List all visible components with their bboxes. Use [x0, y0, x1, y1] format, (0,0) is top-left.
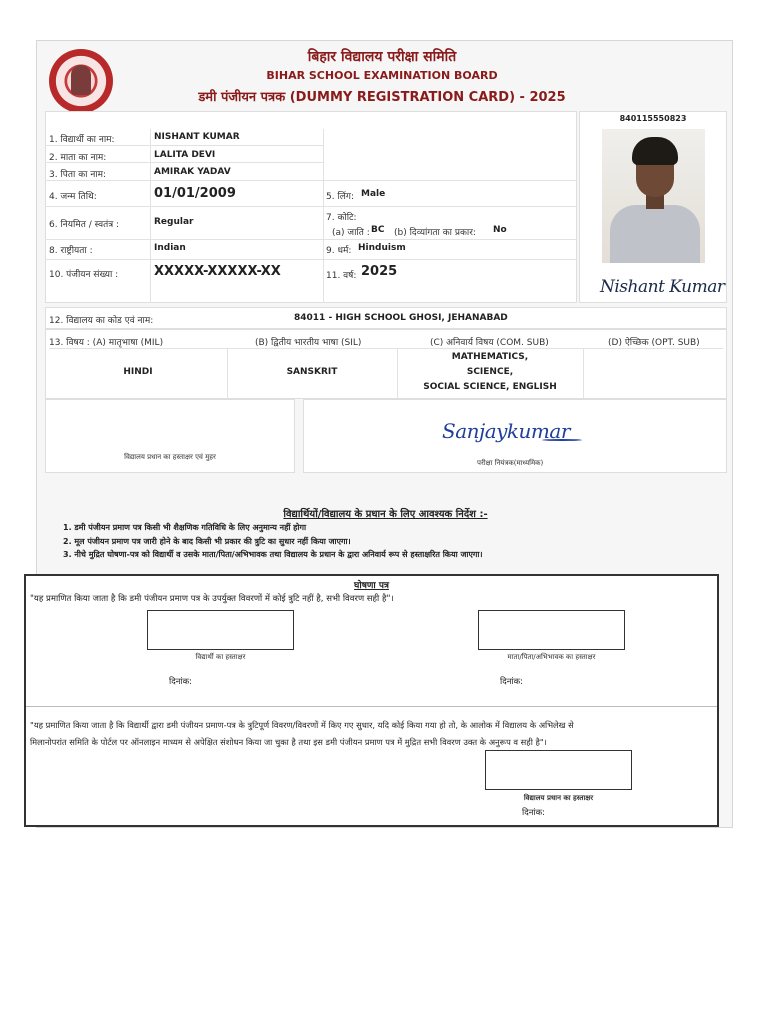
principal-declaration-sign-label: विद्यालय प्रधान का हस्ताक्षर — [523, 794, 594, 802]
student-name: NISHANT KUMAR — [154, 132, 240, 142]
registration-number: XXXXX-XXXXX-XX — [154, 264, 281, 279]
divider — [323, 129, 324, 303]
year: 2025 — [361, 264, 398, 279]
divider — [45, 259, 577, 260]
mother-name: LALITA DEVI — [154, 150, 216, 160]
divider — [45, 239, 577, 240]
subject-head-opt: (D) ऐच्छिक (OPT. SUB) — [608, 338, 700, 348]
declaration-box — [24, 574, 719, 827]
divider — [45, 162, 323, 163]
caste-label: (a) जाति : — [332, 228, 370, 238]
divider — [45, 206, 577, 207]
regular-status: Regular — [154, 217, 194, 227]
parent-sign-label: माता/पिता/अभिभावक का हस्ताक्षर — [507, 653, 596, 661]
disability-label: (b) दिव्यांगता का प्रकार: — [394, 228, 476, 238]
divider — [26, 706, 717, 707]
student-sign-box — [147, 610, 294, 650]
divider — [45, 180, 577, 181]
caste: BC — [371, 225, 385, 235]
card-title: डमी पंजीयन पत्रक (DUMMY REGISTRATION CARD) - 2025 — [198, 90, 566, 105]
divider — [49, 348, 723, 349]
subject-head-com: (C) अनिवार्य विषय (COM. SUB) — [430, 338, 549, 348]
declaration-title: घोषणा पत्र — [354, 581, 389, 591]
subject-com-2: SCIENCE, — [466, 367, 514, 377]
principal-date-label: दिनांक: — [522, 808, 546, 818]
subject-com-1: MATHEMATICS, — [451, 352, 529, 362]
declaration-text-2b: मिलानोपरांत समिति के पोर्टल पर ऑनलाइन माध्यम से अपेक्षित संशोधन किया जा चुका है तथा इस डमी पंजीयन प्रमाण पत्र में मुद्रित सभी विवरण उक्त के अनुरूप व सही है"। — [30, 737, 547, 747]
father-name: AMIRAK YADAV — [154, 167, 231, 177]
subject-mil: HINDI — [123, 367, 153, 377]
student-signature: Nishant Kumar — [600, 277, 725, 297]
father-label: 3. पिता का नाम: — [49, 170, 107, 180]
instruction-item: 1. डमी पंजीयन प्रमाण पत्र किसी भी शैक्षणिक गतिविधि के लिए अनुमान्य नहीं होगा — [63, 523, 307, 532]
subject-sil: SANSKRIT — [286, 367, 338, 377]
divider — [45, 145, 323, 146]
reg-no-label: 10. पंजीयन संख्या : — [49, 270, 119, 280]
subject-head-mil: 13. विषय : (A) मातृभाषा (MIL) — [49, 338, 164, 348]
date-of-birth: 01/01/2009 — [154, 186, 236, 201]
controller-signature: Sanjaykumar — [442, 419, 570, 443]
student-photo — [602, 129, 705, 263]
divider — [150, 129, 151, 303]
instruction-item: 2. मूल पंजीयन प्रमाण पत्र जारी होने के बाद किसी भी प्रकार की त्रुटि का सुधार नहीं किया जाएगा। — [63, 537, 351, 546]
principal-sign-label: विद्यालय प्रधान का हस्ताक्षर एवं मुहर — [124, 453, 216, 461]
parent-sign-box — [478, 610, 625, 650]
principal-declaration-sign-box — [485, 750, 632, 790]
school-label: 12. विद्यालय का कोड एवं नाम: — [49, 316, 154, 326]
gender-label: 5. लिंग: — [326, 192, 354, 202]
student-sign-label: विद्यार्थी का हस्ताक्षर — [195, 653, 246, 661]
religion: Hinduism — [358, 243, 406, 253]
board-logo — [49, 49, 113, 113]
subject-head-sil: (B) द्वितीय भारतीय भाषा (SIL) — [255, 338, 362, 348]
mother-label: 2. माता का नाम: — [49, 153, 107, 163]
name-label: 1. विद्यार्थी का नाम: — [49, 135, 115, 145]
subject-com-3: SOCIAL SCIENCE, ENGLISH — [423, 382, 557, 392]
school-name: 84011 - HIGH SCHOOL GHOSI, JEHANABAD — [294, 313, 508, 323]
parent-date-label: दिनांक: — [500, 677, 524, 687]
divider — [583, 348, 584, 399]
controller-sign-label: परीक्षा नियंत्रक(माध्यमिक) — [477, 459, 544, 467]
board-title-hindi: बिहार विद्यालय परीक्षा समिति — [307, 49, 457, 65]
category-label: 7. कोटि: — [326, 213, 357, 223]
instruction-item: 3. नीचे मुद्रित घोषणा-पत्र को विद्यार्थी व उसके माता/पिता/अभिभावक तथा विद्यालय के प्रधान के द्वारा अनिवार्य रूप से हस्ताक्षरित किया जाएगा। — [63, 550, 483, 559]
board-title-english: BIHAR SCHOOL EXAMINATION BOARD — [266, 69, 498, 82]
dob-label: 4. जन्म तिथि: — [49, 192, 97, 202]
year-label: 11. वर्ष: — [326, 271, 357, 281]
student-id-number: 840115550823 — [619, 114, 687, 123]
nationality-label: 8. राष्ट्रीयता : — [49, 246, 93, 256]
student-date-label: दिनांक: — [169, 677, 193, 687]
gender: Male — [361, 189, 386, 199]
religion-label: 9. धर्म: — [326, 246, 352, 256]
disability: No — [493, 225, 507, 235]
instructions-title: विद्यार्थियों/विद्यालय के प्रधान के लिए आवश्यक निर्देश :- — [283, 509, 488, 520]
details-panel — [45, 111, 577, 303]
declaration-text-2a: "यह प्रमाणित किया जाता है कि विद्यार्थी द्वारा डमी पंजीयन प्रमाण-पत्र के त्रुटिपूर्ण विवरण/विवरणों में किए गए सुधार, यदि कोई किया गया हो तो, के आलोक में विद्यालय के अभिलेख से — [30, 720, 574, 730]
nationality: Indian — [154, 243, 186, 253]
declaration-text-1: "यह प्रमाणित किया जाता है कि डमी पंजीयन प्रमाण पत्र के उपर्युक्त विवरणों में कोई त्रुटि नहीं है, सभी विवरण सही है"। — [30, 594, 394, 604]
regular-label: 6. नियमित / स्वतंत्र : — [49, 220, 120, 230]
signature-flourish — [542, 439, 582, 441]
